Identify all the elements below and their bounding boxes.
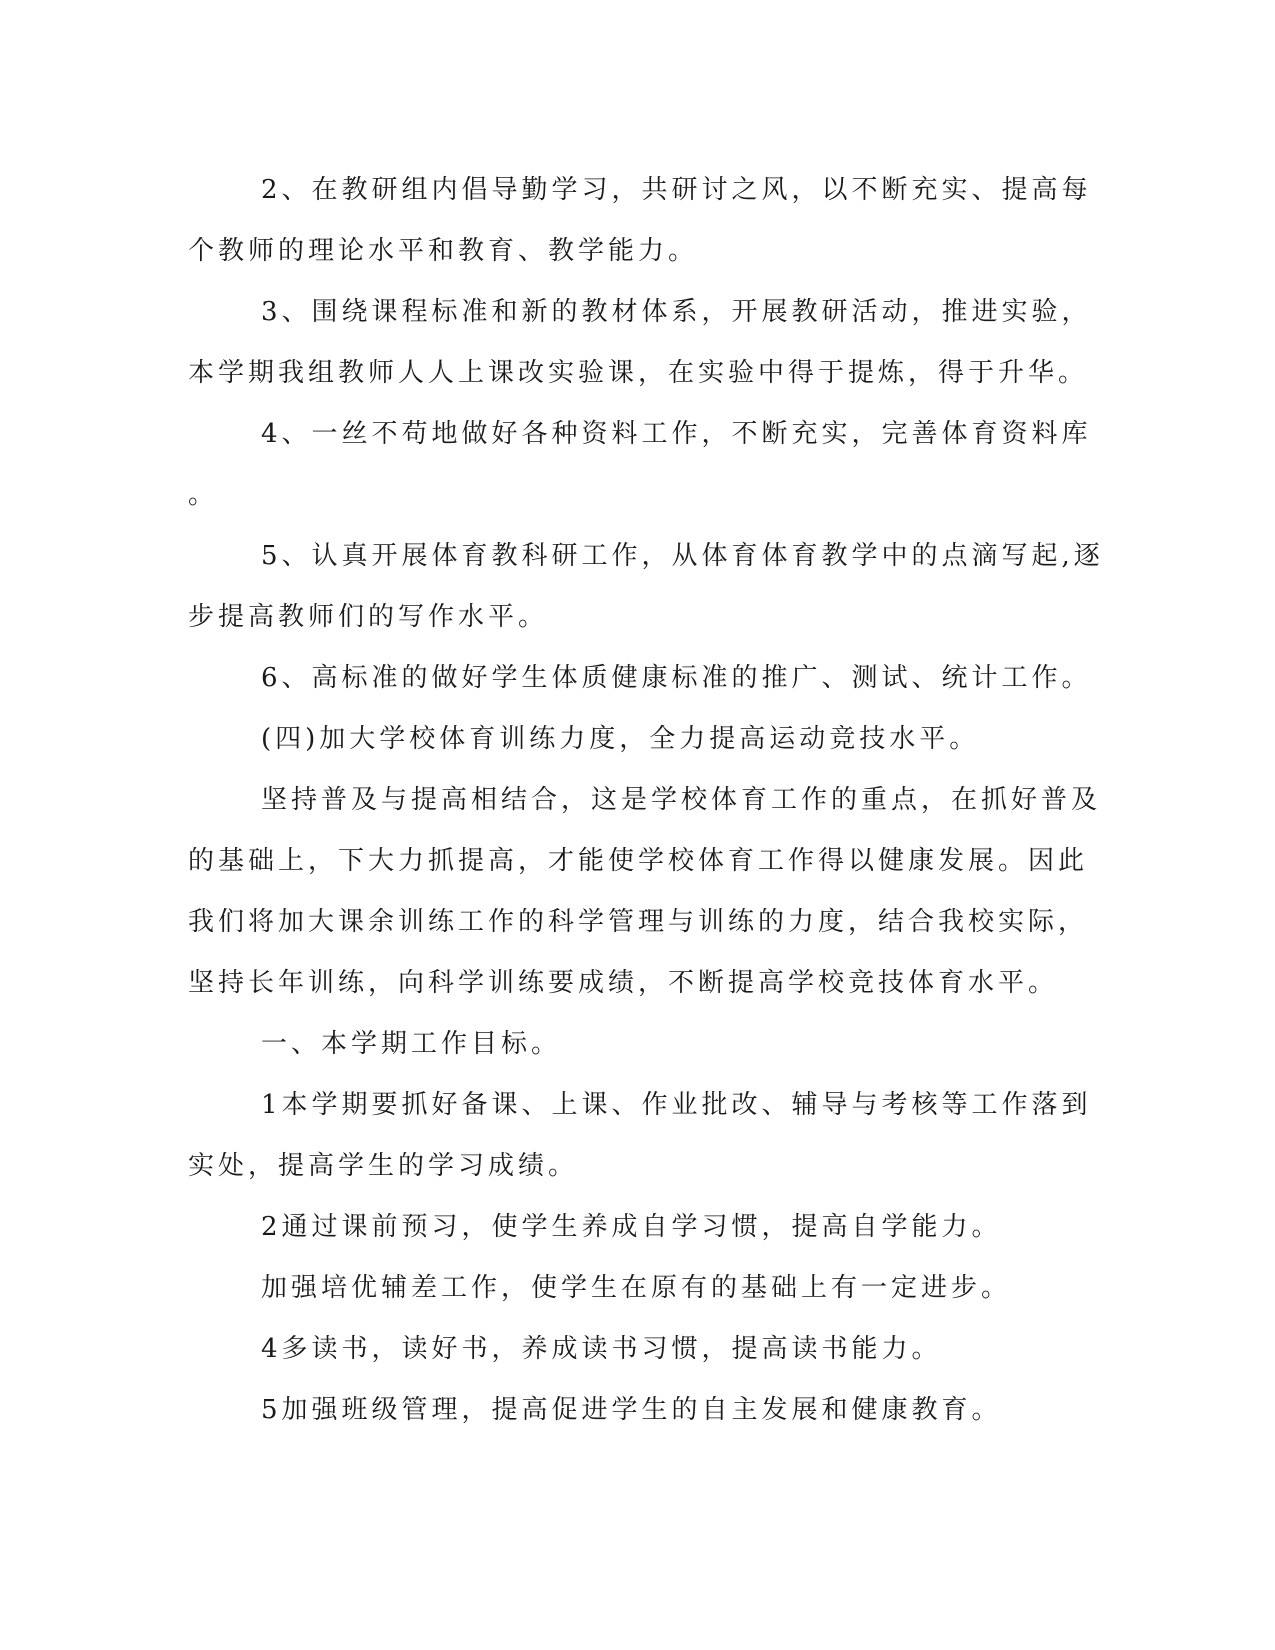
text-line: 坚持普及与提高相结合，这是学校体育工作的重点，在抓好普及	[261, 785, 1102, 815]
text-line: 加强培优辅差工作，使学生在原有的基础上有一定进步。	[261, 1273, 1012, 1303]
text-line: 1本学期要抓好备课、上课、作业批改、辅导与考核等工作落到	[261, 1090, 1092, 1120]
text-line: 个教师的理论水平和教育、教学能力。	[188, 236, 699, 266]
text-line: 5加强班级管理，提高促进学生的自主发展和健康教育。	[261, 1395, 1002, 1425]
text-line: 坚持长年训练，向科学训练要成绩，不断提高学校竞技体育水平。	[188, 968, 1059, 998]
text-line: 6、高标准的做好学生体质健康标准的推广、测试、统计工作。	[261, 663, 1092, 693]
text-line: (四)加大学校体育训练力度，全力提高运动竞技水平。	[261, 724, 980, 754]
text-line: 2通过课前预习，使学生养成自学习惯，提高自学能力。	[261, 1212, 1002, 1242]
text-line: 5、认真开展体育教科研工作，从体育体育教学中的点滴写起,逐	[261, 541, 1104, 571]
text-line: 2、在教研组内倡导勤学习，共研讨之风，以不断充实、提高每	[261, 175, 1092, 205]
document-body	[188, 160, 1104, 1441]
text-line: 3、围绕课程标准和新的教材体系，开展教研活动，推进实验，	[261, 297, 1092, 327]
text-line: 。	[188, 480, 219, 510]
text-line: 4多读书，读好书，养成读书习惯，提高读书能力。	[261, 1334, 942, 1364]
text-line: 本学期我组教师人人上课改实验课，在实验中得于提炼，得于升华。	[188, 358, 1089, 388]
text-line: 我们将加大课余训练工作的科学管理与训练的力度，结合我校实际，	[188, 907, 1089, 937]
text-line: 4、一丝不苟地做好各种资料工作，不断充实，完善体育资料库	[261, 419, 1092, 449]
text-line: 步提高教师们的写作水平。	[188, 602, 549, 632]
text-line: 一、本学期工作目标。	[261, 1029, 562, 1059]
text-line: 的基础上，下大力抓提高，才能使学校体育工作得以健康发展。因此	[188, 846, 1089, 876]
text-line: 实处，提高学生的学习成绩。	[188, 1151, 579, 1181]
